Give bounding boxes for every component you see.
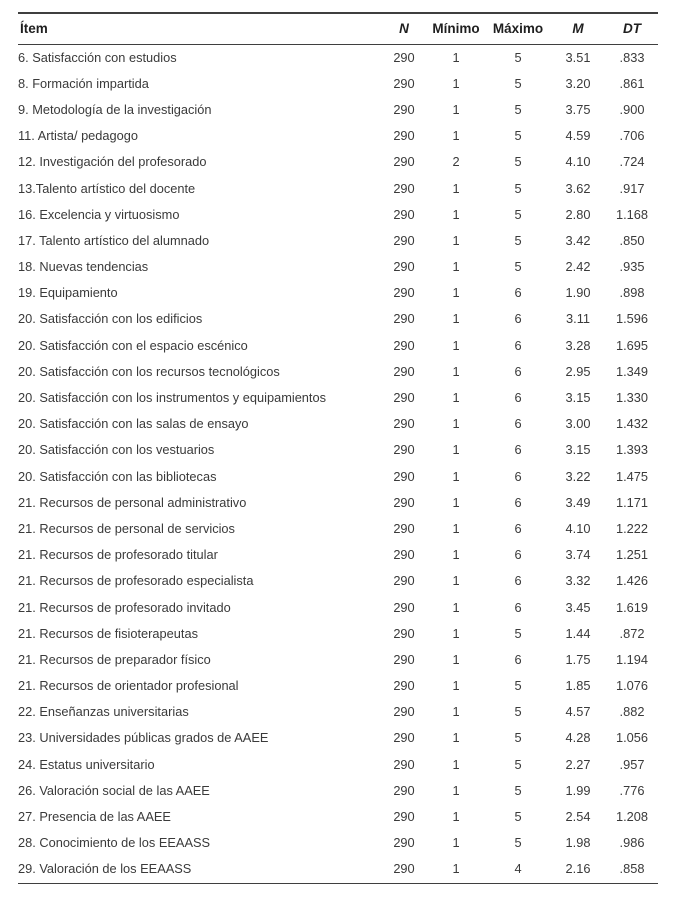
table-cell-minimo: 1 [452,520,460,536]
table-cell-n: 290 [393,651,415,667]
table-cell-minimo: 1 [452,363,460,379]
table-cell-minimo: 1 [452,101,460,117]
table-cell-n: 290 [393,599,415,615]
table-cell-m: 4.59 [565,128,591,144]
table-cell-m: 1.44 [565,625,591,641]
table-cell-n: 290 [393,416,415,432]
table-cell-item: 21. Recursos de profesorado especialista [18,573,254,589]
table-cell-maximo: 5 [514,756,522,772]
table-cell-dt: .706 [619,128,645,144]
table-cell-n: 290 [393,49,415,65]
table-row [18,856,658,883]
table-cell-minimo: 1 [452,311,460,327]
table-row [18,71,658,97]
table-row [18,568,658,594]
table-cell-m: 2.42 [565,259,591,275]
table-cell-dt: .898 [619,285,645,301]
table-cell-n: 290 [393,704,415,720]
table-cell-minimo: 1 [452,782,460,798]
table-cell-minimo: 1 [452,730,460,746]
table-row [18,280,658,306]
table-row [18,594,658,620]
table-cell-m: 4.10 [565,154,591,170]
column-header-n: N [382,13,426,44]
table-cell-item: 19. Equipamiento [18,285,118,301]
table-cell-n: 290 [393,75,415,91]
table-cell-m: 1.98 [565,835,591,851]
table-cell-maximo: 5 [514,49,522,65]
table-cell-maximo: 5 [514,206,522,222]
table-cell-maximo: 5 [514,782,522,798]
table-cell-maximo: 6 [514,520,522,536]
table-cell-n: 290 [393,494,415,510]
table-cell-m: 3.42 [565,232,591,248]
table-cell-item: 20. Satisfacción con las salas de ensayo [18,416,249,432]
table-cell-maximo: 6 [514,285,522,301]
table-cell-dt: .900 [619,101,645,117]
table-cell-minimo: 1 [452,651,460,667]
table-body [18,44,658,883]
table-cell-m: 1.99 [565,782,591,798]
table-row [18,647,658,673]
table-cell-minimo: 1 [452,756,460,772]
table-cell-dt: 1.222 [615,520,649,536]
table-row [18,464,658,490]
table-cell-minimo: 1 [452,285,460,301]
table-row [18,359,658,385]
table-cell-item: 27. Presencia de las AAEE [18,809,171,825]
table-cell-m: 3.15 [565,390,591,406]
table-cell-dt: .861 [619,75,645,91]
table-cell-dt: 1.251 [615,547,649,563]
table-cell-maximo: 6 [514,573,522,589]
column-header-m: M [550,13,606,44]
table-cell-maximo: 6 [514,311,522,327]
column-header-dt: DT [606,13,658,44]
table-cell-m: 1.90 [565,285,591,301]
table-cell-dt: 1.076 [615,678,649,694]
table-cell-maximo: 4 [486,856,550,883]
table-cell-minimo: 1 [452,547,460,563]
table-cell-n: 290 [393,232,415,248]
table-row [18,673,658,699]
table-cell-dt: .833 [619,49,645,65]
table-cell-item: 23. Universidades públicas grados de AAEE [18,730,269,746]
table-cell-maximo: 6 [514,337,522,353]
table-cell-n: 290 [393,573,415,589]
table-cell-minimo: 1 [452,599,460,615]
table-row [18,437,658,463]
table-cell-minimo: 1 [452,678,460,694]
table-cell-dt: 1.426 [615,573,649,589]
table-cell-m: 3.45 [565,599,591,615]
table-cell-maximo: 5 [514,678,522,694]
table-cell-n: 290 [393,180,415,196]
table-cell-item: 20. Satisfacción con los vestuarios [18,442,215,458]
table-cell-dt: .776 [619,782,645,798]
table-cell-maximo: 6 [514,651,522,667]
table-cell-dt: .872 [619,625,645,641]
table-cell-minimo: 1 [452,232,460,248]
table-cell-m: 3.00 [565,416,591,432]
table-row [18,830,658,856]
table-cell-m: 1.85 [565,678,591,694]
table-cell-dt: 1.349 [615,363,649,379]
table-cell-item: 21. Recursos de personal de servicios [18,520,235,536]
table-row [18,490,658,516]
table-cell-n: 290 [393,468,415,484]
table-cell-minimo: 1 [452,337,460,353]
descriptive-statistics-table [18,12,658,884]
table-cell-item: 18. Nuevas tendencias [18,259,149,275]
table-cell-n: 290 [393,520,415,536]
table-cell-n: 290 [393,206,415,222]
table-cell-n: 290 [393,337,415,353]
table-cell-maximo: 5 [514,809,522,825]
table-cell-dt: 1.171 [615,494,649,510]
table-cell-minimo: 1 [452,835,460,851]
table-cell-item: 12. Investigación del profesorado [18,154,207,170]
table-cell-item: 9. Metodología de la investigación [18,101,212,117]
table-cell-n: 290 [393,756,415,772]
table-cell-item: 20. Satisfacción con los instrumentos y equipamientos [18,390,327,406]
table-cell-item: 13.Talento artístico del docente [18,180,196,196]
table-cell-n: 290 [393,154,415,170]
table-cell-dt: .724 [619,154,645,170]
table-cell-item: 16. Excelencia y virtuosismo [18,206,180,222]
table-cell-n: 290 [393,442,415,458]
table-cell-m: 3.20 [565,75,591,91]
table-cell-n: 290 [393,128,415,144]
table-cell-item: 11. Artista/ pedagogo [18,128,139,144]
table-cell-maximo: 5 [514,75,522,91]
table-cell-maximo: 5 [514,101,522,117]
table-cell-dt: 1.475 [615,468,649,484]
table-cell-maximo: 6 [514,390,522,406]
table-cell-n: 290 [382,856,426,883]
table-cell-minimo: 1 [452,390,460,406]
table-row [18,778,658,804]
table-cell-n: 290 [393,782,415,798]
table-cell-maximo: 6 [514,442,522,458]
table-cell-maximo: 5 [514,154,522,170]
table-cell-dt: .917 [619,180,645,196]
table-cell-minimo: 1 [452,625,460,641]
table-cell-item: 20. Satisfacción con los edificios [18,311,203,327]
table-cell-maximo: 5 [514,625,522,641]
table-cell-n: 290 [393,363,415,379]
table-cell-m: 2.80 [565,206,591,222]
table-row [18,123,658,149]
table-cell-item: 8. Formación impartida [18,75,149,91]
table-cell-maximo: 5 [514,180,522,196]
table-row [18,385,658,411]
table-cell-minimo: 1 [452,573,460,589]
table-row [18,175,658,201]
table-cell-m: 3.22 [565,468,591,484]
table-cell-n: 290 [393,547,415,563]
table-cell-item: 22. Enseñanzas universitarias [18,704,189,720]
table-cell-m: 3.49 [565,494,591,510]
table-cell-minimo: 1 [452,206,460,222]
table-cell-item: 21. Recursos de fisioterapeutas [18,625,198,641]
table-cell-dt: 1.056 [615,730,649,746]
table-cell-item: 26. Valoración social de las AAEE [18,782,210,798]
table-row [18,516,658,542]
table-cell-item: 29. Valoración de los EEAASS [18,856,382,883]
table-cell-m: 4.57 [565,704,591,720]
table-cell-m: 2.95 [565,363,591,379]
table-cell-m: 3.62 [565,180,591,196]
table-cell-minimo: 1 [452,494,460,510]
table-cell-n: 290 [393,311,415,327]
table-cell-item: 21. Recursos de personal administrativo [18,494,247,510]
table-cell-minimo: 1 [452,49,460,65]
table-cell-dt: 1.596 [615,311,649,327]
table-cell-m: 3.74 [565,547,591,563]
table-cell-dt: .858 [606,856,658,883]
table-cell-m: 2.16 [550,856,606,883]
table-cell-m: 2.27 [565,756,591,772]
table-cell-item: 21. Recursos de profesorado titular [18,547,218,563]
column-header-item: Ítem [18,13,382,44]
table-row [18,149,658,175]
table-cell-maximo: 5 [514,259,522,275]
descriptive-statistics-table-container [18,12,656,884]
table-cell-n: 290 [393,625,415,641]
table-header-row [18,13,658,44]
table-row [18,725,658,751]
table-cell-dt: .957 [619,756,645,772]
table-row [18,202,658,228]
table-row [18,306,658,332]
table-cell-dt: .882 [619,704,645,720]
table-cell-m: 3.15 [565,442,591,458]
table-cell-minimo: 1 [452,128,460,144]
table-header [18,13,658,44]
table-cell-minimo: 1 [426,856,486,883]
table-cell-dt: 1.695 [615,337,649,353]
table-cell-item: 21. Recursos de profesorado invitado [18,599,231,615]
table-cell-item: 6. Satisfacción con estudios [18,49,177,65]
table-cell-minimo: 1 [452,259,460,275]
table-cell-minimo: 1 [452,468,460,484]
table-cell-m: 4.10 [565,520,591,536]
table-cell-n: 290 [393,678,415,694]
table-cell-item: 24. Estatus universitario [18,756,155,772]
table-cell-dt: 1.330 [615,390,649,406]
table-cell-item: 21. Recursos de orientador profesional [18,678,239,694]
table-cell-item: 20. Satisfacción con las bibliotecas [18,468,217,484]
table-cell-dt: .986 [619,835,645,851]
table-cell-n: 290 [393,101,415,117]
column-header-maximo: Máximo [486,13,550,44]
table-cell-dt: .935 [619,259,645,275]
table-row [18,752,658,778]
table-cell-maximo: 6 [514,416,522,432]
table-cell-item: 21. Recursos de preparador físico [18,651,211,667]
table-cell-maximo: 6 [514,363,522,379]
table-cell-item: 20. Satisfacción con los recursos tecnológicos [18,363,280,379]
table-cell-dt: 1.432 [615,416,649,432]
table-row [18,699,658,725]
table-cell-dt: 1.208 [615,809,649,825]
table-cell-n: 290 [393,259,415,275]
table-row [18,804,658,830]
table-cell-maximo: 6 [514,599,522,615]
table-cell-item: 20. Satisfacción con el espacio escénico [18,337,248,353]
column-header-minimo: Mínimo [426,13,486,44]
table-row [18,97,658,123]
table-cell-item: 28. Conocimiento de los EEAASS [18,835,211,851]
table-cell-minimo: 1 [452,416,460,432]
table-row [18,333,658,359]
table-cell-maximo: 5 [514,704,522,720]
table-cell-maximo: 6 [514,494,522,510]
table-row [18,411,658,437]
table-cell-n: 290 [393,390,415,406]
table-cell-m: 3.11 [566,311,590,327]
table-cell-n: 290 [393,809,415,825]
table-cell-n: 290 [393,730,415,746]
table-cell-maximo: 5 [514,232,522,248]
table-cell-m: 1.75 [565,651,591,667]
table-cell-minimo: 1 [452,704,460,720]
table-cell-m: 3.32 [565,573,591,589]
table-row [18,542,658,568]
table-cell-m: 3.51 [565,49,591,65]
table-row [18,44,658,71]
table-cell-minimo: 1 [452,75,460,91]
table-cell-dt: 1.393 [615,442,649,458]
table-cell-dt: 1.194 [615,651,649,667]
table-cell-item: 17. Talento artístico del alumnado [18,232,210,248]
table-cell-n: 290 [393,835,415,851]
table-cell-m: 2.54 [565,809,591,825]
table-cell-m: 4.28 [565,730,591,746]
table-cell-maximo: 5 [514,128,522,144]
table-cell-n: 290 [393,285,415,301]
table-cell-dt: 1.619 [615,599,649,615]
table-cell-maximo: 6 [514,468,522,484]
table-cell-maximo: 5 [514,730,522,746]
table-cell-dt: .850 [619,232,645,248]
table-cell-maximo: 6 [514,547,522,563]
table-cell-dt: 1.168 [615,206,649,222]
table-row [18,228,658,254]
table-cell-minimo: 1 [452,809,460,825]
table-cell-m: 3.28 [565,337,591,353]
table-cell-minimo: 2 [452,154,460,170]
table-row [18,621,658,647]
table-row [18,254,658,280]
table-cell-maximo: 5 [514,835,522,851]
table-cell-minimo: 1 [452,180,460,196]
table-cell-m: 3.75 [565,101,591,117]
table-cell-minimo: 1 [452,442,460,458]
